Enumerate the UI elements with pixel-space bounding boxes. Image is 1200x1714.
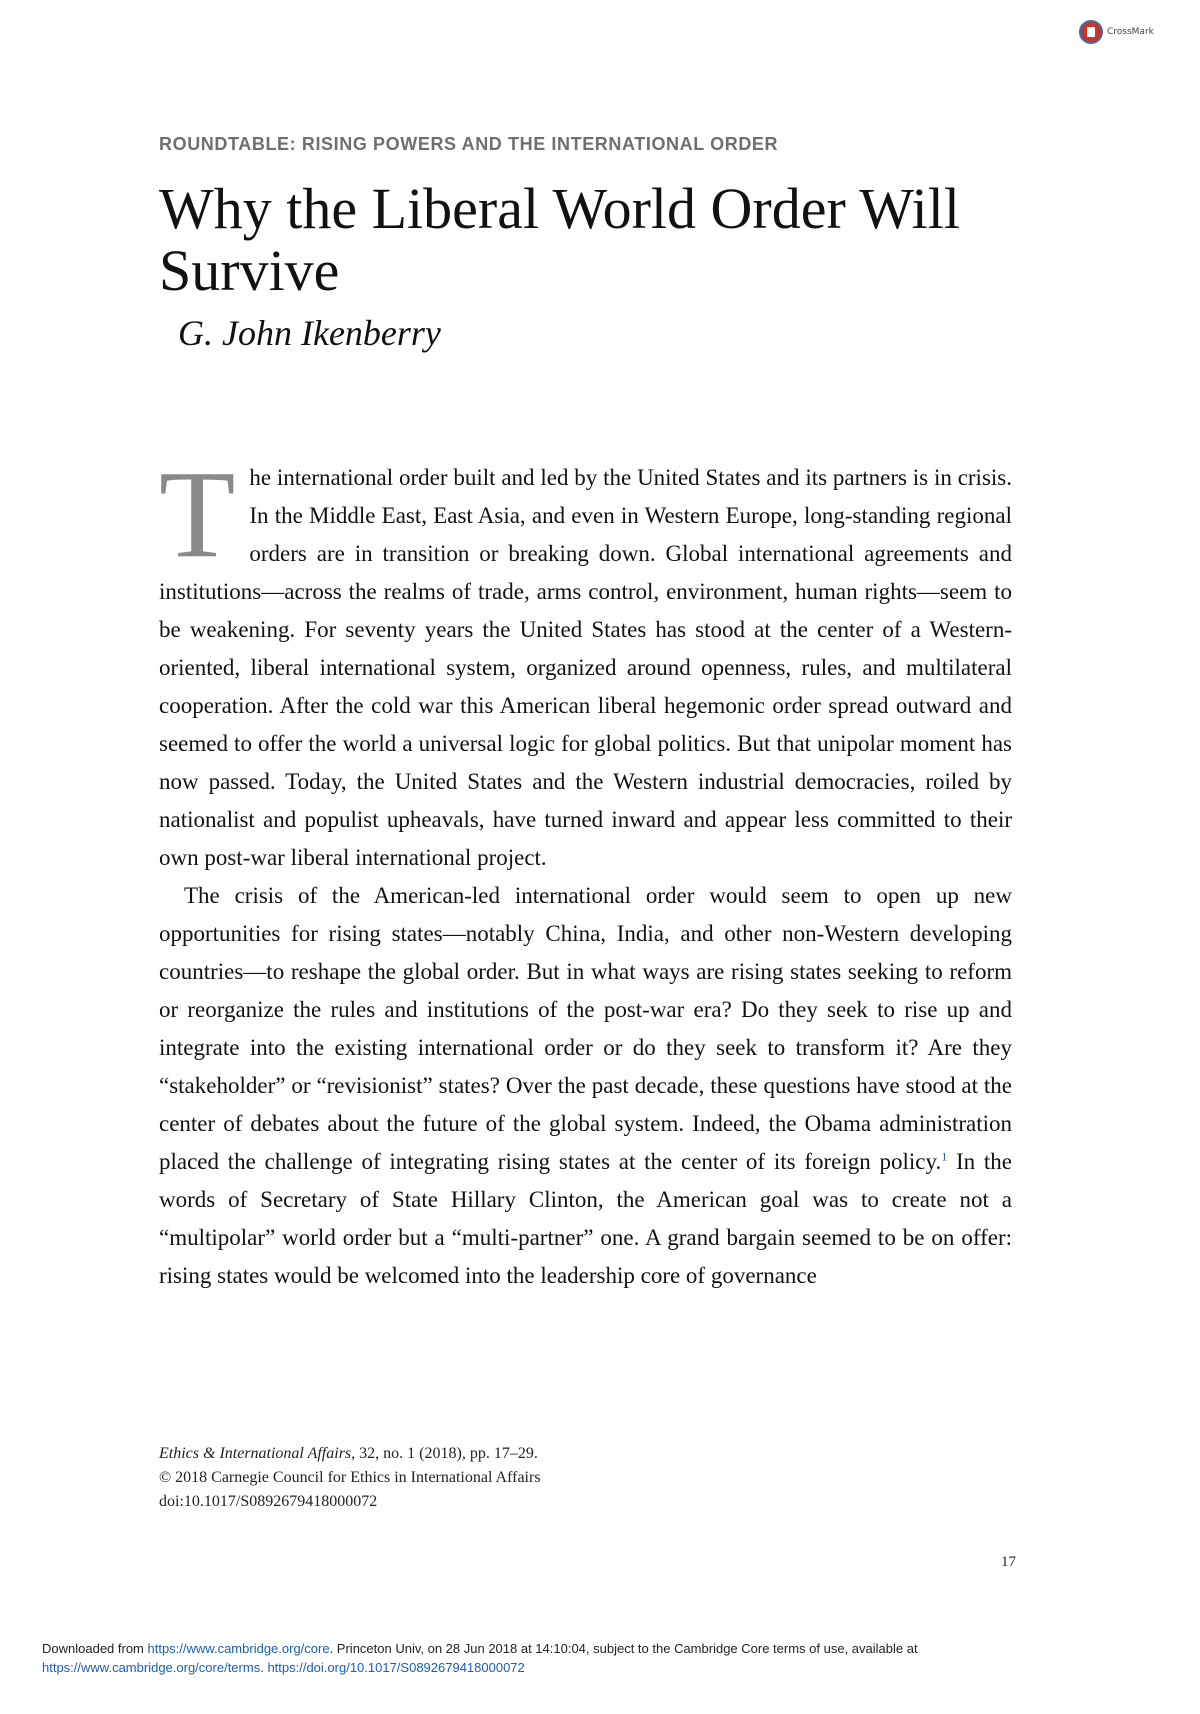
terms-link[interactable]: https://www.cambridge.org/core/terms (42, 1660, 261, 1675)
article-body (159, 446, 1012, 1295)
download-notice (42, 1639, 1162, 1677)
article-title: Why the Liberal World Order Will Survive (159, 176, 961, 303)
download-separator: . (260, 1660, 268, 1675)
paragraph-2 (159, 877, 1012, 1295)
crossmark-badge[interactable] (1079, 20, 1154, 44)
citation-block (159, 1442, 541, 1514)
section-kicker: ROUNDTABLE: RISING POWERS AND THE INTERNATIONAL ORDER (159, 134, 779, 154)
crossmark-icon (1079, 20, 1103, 44)
paragraph-2-text-a: The crisis of the American-led international order would seem to open up new opportunities for rising states—notably China, India, and other non-Western developing countries—to reshape the global order. But in what ways are rising states seeking to reform or reorganize the rules and institutions of the post-war era? Do they seek to rise up and integrate into the existing international order or do they seek to transform it? Are they “stakeholder” or “revisionist” states? Over the past decade, these questions have stood at the center of debates about the future of the global system. Indeed, the Obama administration placed the challenge of integrating rising states at the center of its foreign policy. (159, 883, 1012, 1174)
page-number: 17 (1001, 1554, 1016, 1570)
doi-link[interactable]: https://doi.org/10.1017/S0892679418000072 (267, 1660, 525, 1675)
drop-cap: T (159, 446, 236, 584)
copyright-line: © 2018 Carnegie Council for Ethics in International Affairs (159, 1469, 541, 1486)
doi-line: doi:10.1017/S0892679418000072 (159, 1493, 378, 1510)
crossmark-label: CrossMark (1107, 27, 1154, 37)
journal-name: Ethics & International Affairs (159, 1445, 352, 1462)
paragraph-1 (159, 446, 1012, 877)
download-prefix: Downloaded from (42, 1641, 148, 1656)
download-middle: . Princeton Univ, on 28 Jun 2018 at 14:10:04, subject to the Cambridge Core terms of use, available at (329, 1641, 918, 1656)
paragraph-2-text-b: In the words of Secretary of State Hillary Clinton, the American goal was to create not a “multipolar” world order but a “multi-partner” one. A grand bargain seemed to be on offer: rising states would be welcomed into the leadership core of governance (159, 1149, 1012, 1288)
article-author: G. John Ikenberry (178, 313, 441, 353)
cambridge-core-link[interactable]: https://www.cambridge.org/core (147, 1641, 330, 1656)
citation-line (159, 1442, 541, 1466)
footnote-ref-1[interactable]: 1 (941, 1149, 948, 1164)
paragraph-1-text: he international order built and led by the United States and its partners is in crisis. In the Middle East, East Asia, and even in Western Europe, long-standing regional orders are in transition or breaking down. Global international agreements and institutions—across the realms of trade, arms control, environment, human rights—seem to be weakening. For seventy years the United States has stood at the center of a Western-oriented, liberal international system, organized around openness, rules, and multilateral cooperation. After the cold war this American liberal hegemonic order spread outward and seemed to offer the world a universal logic for global politics. But that unipolar moment has now passed. Today, the United States and the Western industrial democracies, roiled by nationalist and populist upheavals, have turned inward and appear less committed to their own post-war liberal international project. (159, 465, 1012, 870)
citation-details: , 32, no. 1 (2018), pp. 17–29. (351, 1445, 538, 1462)
